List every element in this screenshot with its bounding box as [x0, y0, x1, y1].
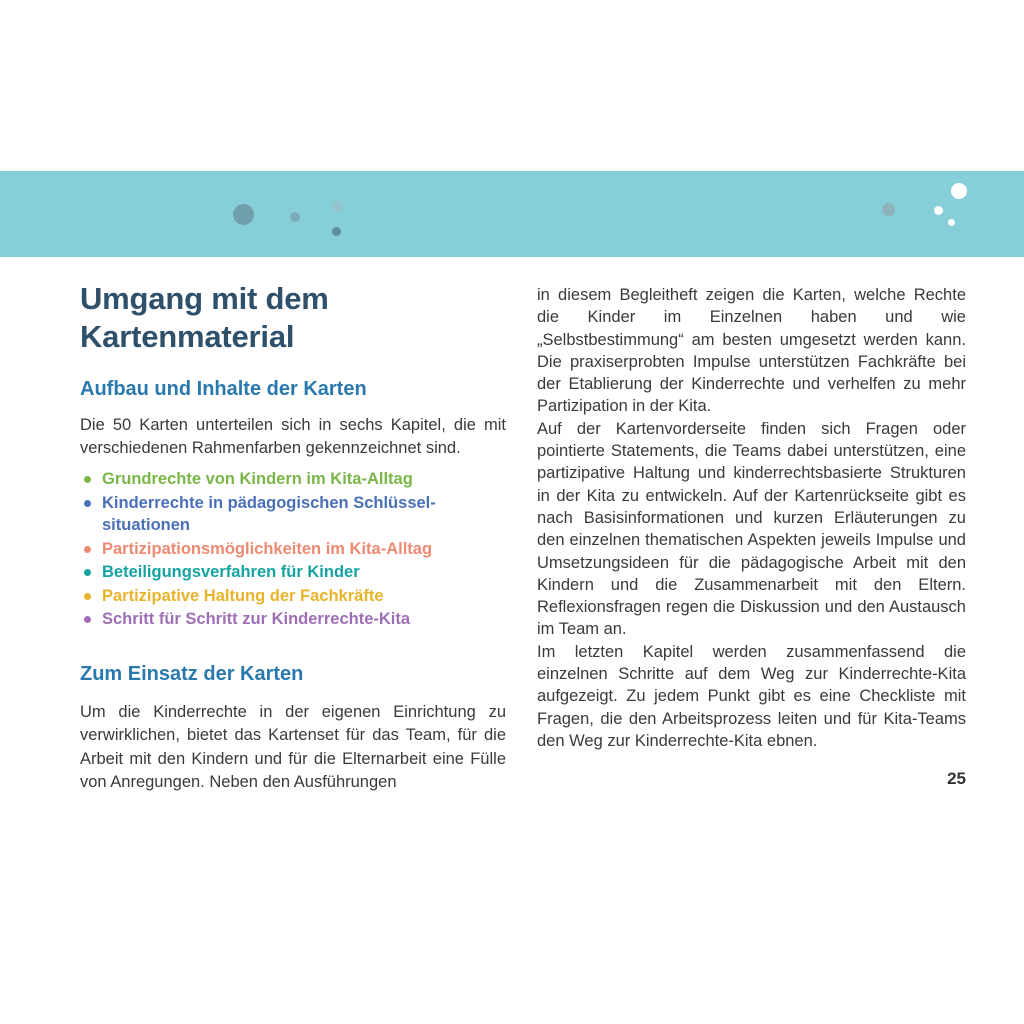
banner-dot-white-right [951, 183, 967, 199]
banner-dot-small-left [290, 212, 300, 222]
banner-dot-gray-right [882, 203, 895, 216]
chapter-label: Grundrechte von Kindern im Kita-Alltag [102, 470, 413, 488]
chapter-label: Kinderrechte in pädagogischen Schlüsselsituationen [102, 493, 436, 534]
bullet-icon [84, 616, 91, 623]
banner-dot-white-tiny-right [948, 219, 955, 226]
aufbau-intro-paragraph: Die 50 Karten unterteilen sich in sechs Kapitel, die mit verschiedenen Rahmenfarben gekennzeichnet sind. [80, 416, 506, 457]
chapter-label: Schritt für Schritt zur Kinderrechte-Kita [102, 610, 411, 628]
page-title: Umgang mit dem Kartenmaterial [80, 281, 329, 354]
bullet-icon [84, 476, 91, 483]
body-paragraph: Im letzten Kapitel werden zusammenfassend die einzelnen Schritte auf dem Weg zur Kinderrechte-Kita aufgezeigt. Zu jedem Punkt gibt es eine Checkliste mit Fragen, die den Arbeitsprozess leiten und für Kita-Teams den Weg zur Kinderrechte-Kita ebnen. [537, 642, 966, 750]
chapter-item-schritt-fuer-schritt [80, 608, 506, 631]
page-number: 25 [947, 769, 966, 789]
right-column [537, 284, 966, 789]
left-column [80, 280, 506, 795]
bullet-icon [84, 569, 91, 576]
banner-dot-white-small-right [934, 206, 943, 215]
chapter-item-beteiligungsverfahren [80, 561, 506, 584]
chapter-item-kinderrechte [80, 492, 506, 537]
section-heading-aufbau: Aufbau und Inhalte der Karten [80, 378, 367, 400]
bullet-icon [84, 546, 91, 553]
bullet-icon [84, 500, 91, 507]
chapter-list [80, 468, 506, 631]
chapter-item-partizipative-haltung [80, 585, 506, 608]
body-paragraph: Auf der Kartenvorderseite finden sich Fragen oder pointierte Statements, die Teams dabei unterstützen, eine partizipative Haltung und kinderrechtsbasierte Strukturen in der Kita zu entwickeln. Auf der Kartenrückseite gibt es nach Basisinformationen und kurzen Erläuterungen zu den einzelnen thematischen Aspekten jeweils Impulse und Umsetzungsideen für die pädagogische Arbeit mit den Kindern und die Zusammenarbeit mit den Eltern. Reflexionsfragen regen die Diskussion und den Austausch im Team an. [537, 419, 966, 639]
body-paragraph: in diesem Begleitheft zeigen die Karten, welche Rechte die Kinder im Einzelnen haben und wie „Selbstbestimmung“ am besten umgesetzt werden kann. Die praxiserprobten Impulse unterstützen Fachkräfte bei der Etablierung der Kinderrechte und verhelfen zu mehr Partizipation in der Kita. [537, 286, 966, 416]
chapter-label: Partizipationsmöglichkeiten im Kita-Alltag [102, 539, 433, 558]
banner-dot-upper-left [332, 201, 343, 212]
section-heading-einsatz: Zum Einsatz der Karten [80, 662, 304, 685]
bullet-icon [84, 593, 91, 600]
chapter-item-grundrechte [80, 468, 506, 491]
chapter-label: Partizipative Haltung der Fachkräfte [102, 586, 384, 605]
banner-dot-lower-left [332, 227, 341, 236]
banner [0, 171, 1024, 257]
chapter-label: Beteiligungsverfahren für Kinder [102, 563, 360, 581]
banner-dot-large-left [233, 204, 254, 225]
einsatz-paragraph: Um die Kinderrechte in der eigenen Einrichtung zu verwirklichen, bietet das Kartenset für das Team, für die Arbeit mit den Kindern und für die Elternarbeit eine Fülle von Anregungen. Neben den Ausführungen [80, 702, 506, 791]
chapter-item-partizipationsmoeglichkeiten [80, 538, 506, 561]
